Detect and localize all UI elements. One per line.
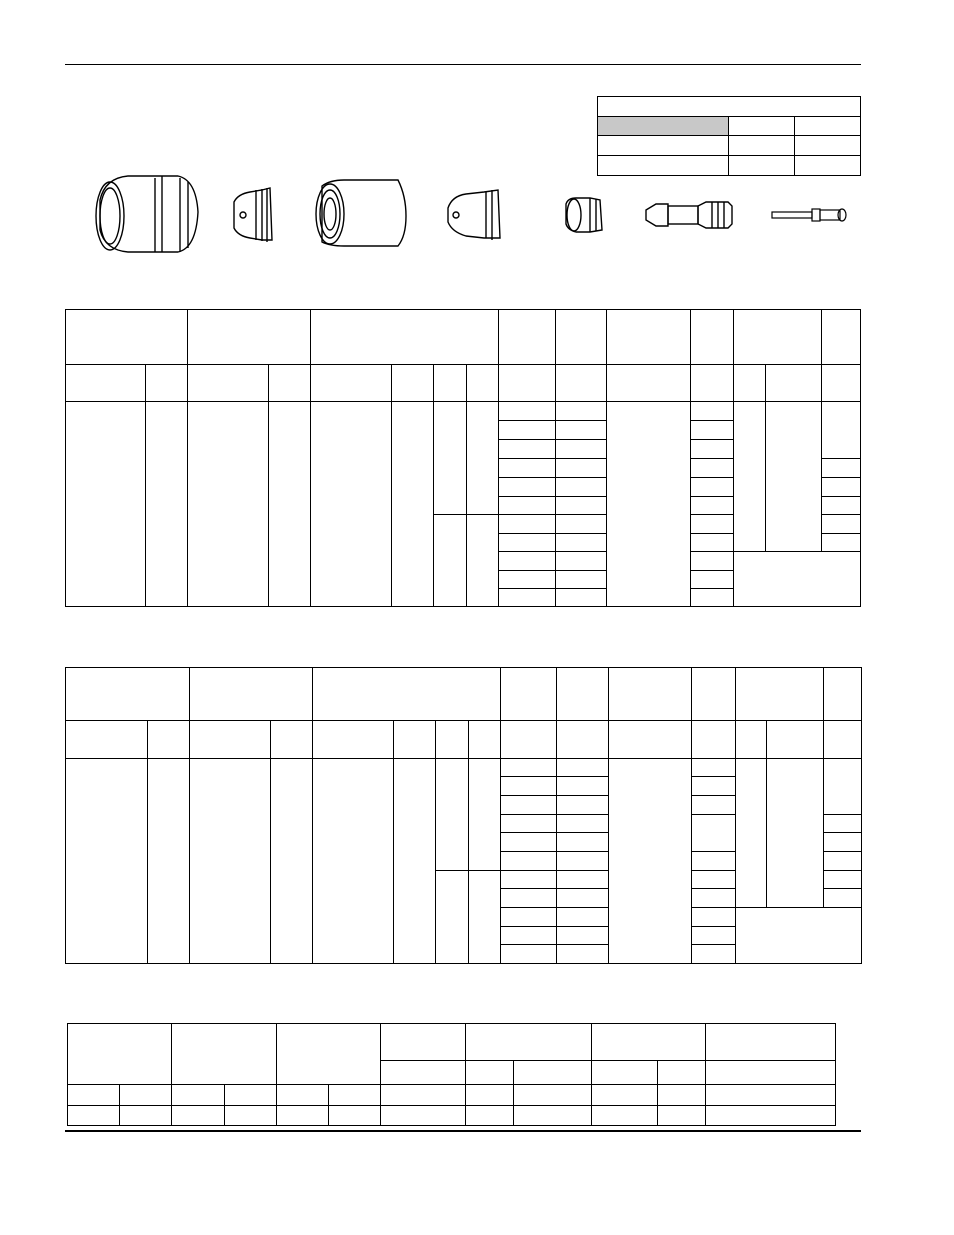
bottom-rule (65, 1130, 861, 1132)
cut-chart-2 (65, 667, 862, 964)
cut-chart-1 (65, 309, 861, 607)
summary-table (67, 1023, 836, 1126)
